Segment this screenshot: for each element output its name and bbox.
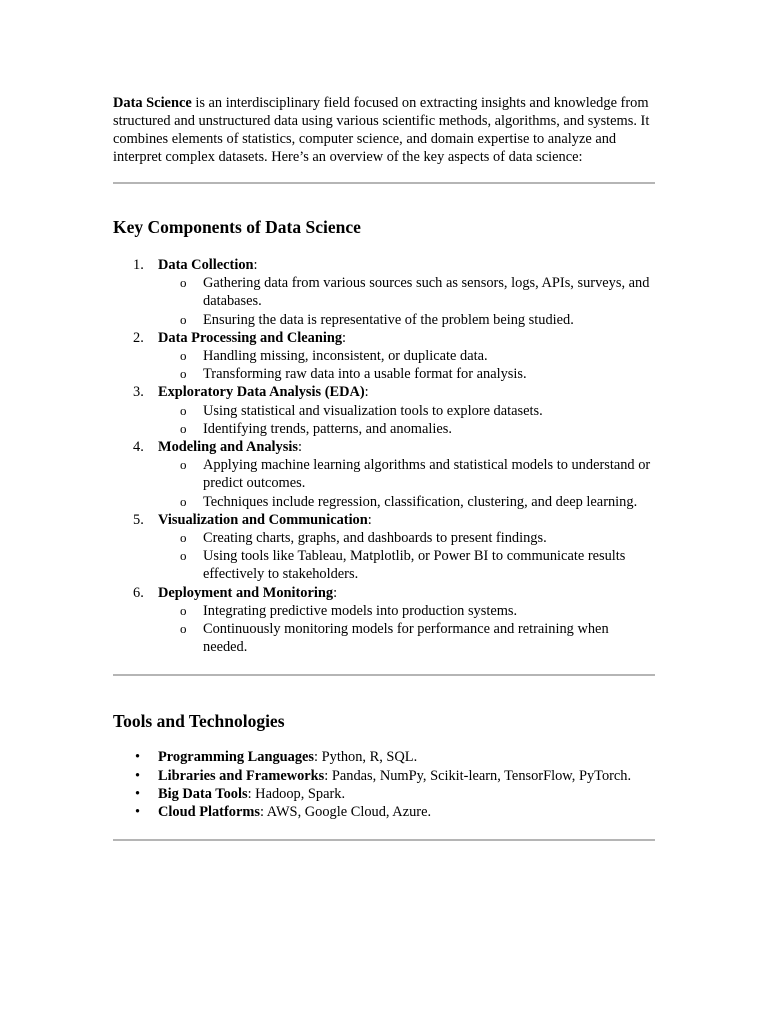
sub-item: o Using statistical and visualization tools to explore datasets.	[180, 402, 543, 419]
component-label: Deployment and Monitoring	[158, 584, 334, 601]
tool-item: • Cloud Platforms: AWS, Google Cloud, Azure.	[135, 804, 432, 821]
component-label: Data Collection	[158, 257, 254, 273]
sub-item: o Gathering data from various sources such as sensors, logs, APIs, surveys, and databases.	[180, 275, 650, 310]
divider-3	[113, 839, 655, 841]
sub-bullet: o	[180, 621, 187, 637]
sub-item: o Transforming raw data into a usable format for analysis.	[180, 366, 527, 383]
tools-heading: Tools and Technologies	[113, 711, 285, 732]
component-sublist	[158, 274, 655, 329]
component-item: 4. Modeling and Analysis: o Applying machine learning algorithms and statistical models to understand or predict outcomes. o Techniques include regression, classification, clustering, and deep learning.	[113, 438, 655, 511]
document-page	[113, 94, 655, 841]
component-label: Data Processing and Cleaning	[158, 329, 343, 346]
sub-item: o Integrating predictive models into production systems.	[180, 602, 518, 619]
sub-item: o Techniques include regression, classification, clustering, and deep learning.	[180, 493, 638, 510]
bullet-dot: •	[135, 785, 141, 802]
tool-item: • Big Data Tools: Hadoop, Spark.	[135, 785, 346, 802]
tool-label: Libraries and Frameworks	[158, 767, 325, 784]
sub-bullet: o	[180, 366, 187, 382]
component-label: Visualization and Communication	[158, 511, 368, 528]
sub-item: o Applying machine learning algorithms and statistical models to understand or predict outcomes.	[180, 457, 651, 492]
sub-bullet: o	[180, 402, 187, 418]
sub-bullet: o	[180, 348, 187, 364]
sub-item: o Identifying trends, patterns, and anomalies.	[180, 420, 452, 437]
tool-label: Programming Languages	[158, 749, 315, 766]
tool-label: Big Data Tools	[158, 785, 248, 802]
intro-text: is an interdisciplinary field focused on extracting insights and knowledge from structured and unstructured data using various scientific methods, algorithms, and systems. It combines elements of statistics, computer science, and domain expertise to analyze and interpret complex datasets. Here’s an overview of the key aspects of data science:	[113, 95, 650, 165]
sub-item: o Ensuring the data is representative of the problem being studied.	[180, 311, 574, 328]
key-components-list	[113, 256, 655, 656]
component-item: 6. Deployment and Monitoring: o Integrating predictive models into production systems. o Continuously monitoring models for performance and retraining when needed.	[113, 584, 655, 657]
component-number: 5.	[133, 511, 144, 528]
divider-2	[113, 674, 655, 676]
sub-bullet: o	[180, 420, 187, 436]
component-number: 4.	[133, 439, 144, 456]
component-label: Modeling and Analysis	[158, 439, 298, 456]
intro-paragraph	[113, 94, 655, 166]
component-item: 3. Exploratory Data Analysis (EDA): o Using statistical and visualization tools to explore datasets. o Identifying trends, patterns, and anomalies.	[113, 383, 655, 438]
sub-bullet: o	[180, 493, 187, 509]
component-number: 6.	[133, 584, 144, 601]
tools-list	[113, 748, 655, 821]
component-item: 1. Data Collection: o Gathering data from various sources such as sensors, logs, APIs, surveys, and databases. o Ensuring the data is representative of the problem being studied.	[113, 256, 655, 329]
sub-bullet: o	[180, 275, 187, 291]
component-number: 1.	[133, 257, 144, 273]
sub-item: o Continuously monitoring models for performance and retraining when needed.	[180, 621, 609, 656]
sub-bullet: o	[180, 311, 187, 327]
sub-bullet: o	[180, 602, 187, 618]
component-sublist	[158, 402, 655, 438]
component-sublist	[158, 347, 655, 383]
tool-label: Cloud Platforms	[158, 804, 260, 821]
sub-item: o Creating charts, graphs, and dashboards to present findings.	[180, 530, 547, 547]
sub-bullet: o	[180, 530, 187, 546]
component-item: 5. Visualization and Communication: o Creating charts, graphs, and dashboards to present findings. o Using tools like Tableau, Matplotlib, or Power BI to communicate results effectively to stakeholders.	[113, 511, 655, 584]
component-number: 2.	[133, 329, 144, 346]
component-label: Exploratory Data Analysis (EDA)	[158, 384, 365, 401]
tool-item: • Libraries and Frameworks: Pandas, NumPy, Scikit-learn, TensorFlow, PyTorch.	[135, 767, 632, 784]
sub-item: o Handling missing, inconsistent, or duplicate data.	[180, 348, 488, 365]
tool-item: • Programming Languages: Python, R, SQL.	[135, 749, 418, 766]
sub-bullet: o	[180, 548, 187, 564]
component-sublist	[158, 529, 655, 584]
bullet-dot: •	[135, 804, 141, 821]
sub-item: o Using tools like Tableau, Matplotlib, or Power BI to communicate results effectively to stakeholders.	[180, 548, 626, 583]
bullet-dot: •	[135, 767, 141, 784]
component-sublist	[158, 602, 655, 657]
intro-term: Data Science	[113, 95, 192, 111]
bullet-dot: •	[135, 749, 141, 766]
component-sublist	[158, 456, 655, 511]
divider-1	[113, 182, 655, 184]
sub-bullet: o	[180, 457, 187, 473]
component-number: 3.	[133, 384, 144, 401]
key-components-heading: Key Components of Data Science	[113, 217, 361, 237]
component-item: 2. Data Processing and Cleaning: o Handling missing, inconsistent, or duplicate data. o Transforming raw data into a usable format for analysis.	[113, 329, 655, 384]
